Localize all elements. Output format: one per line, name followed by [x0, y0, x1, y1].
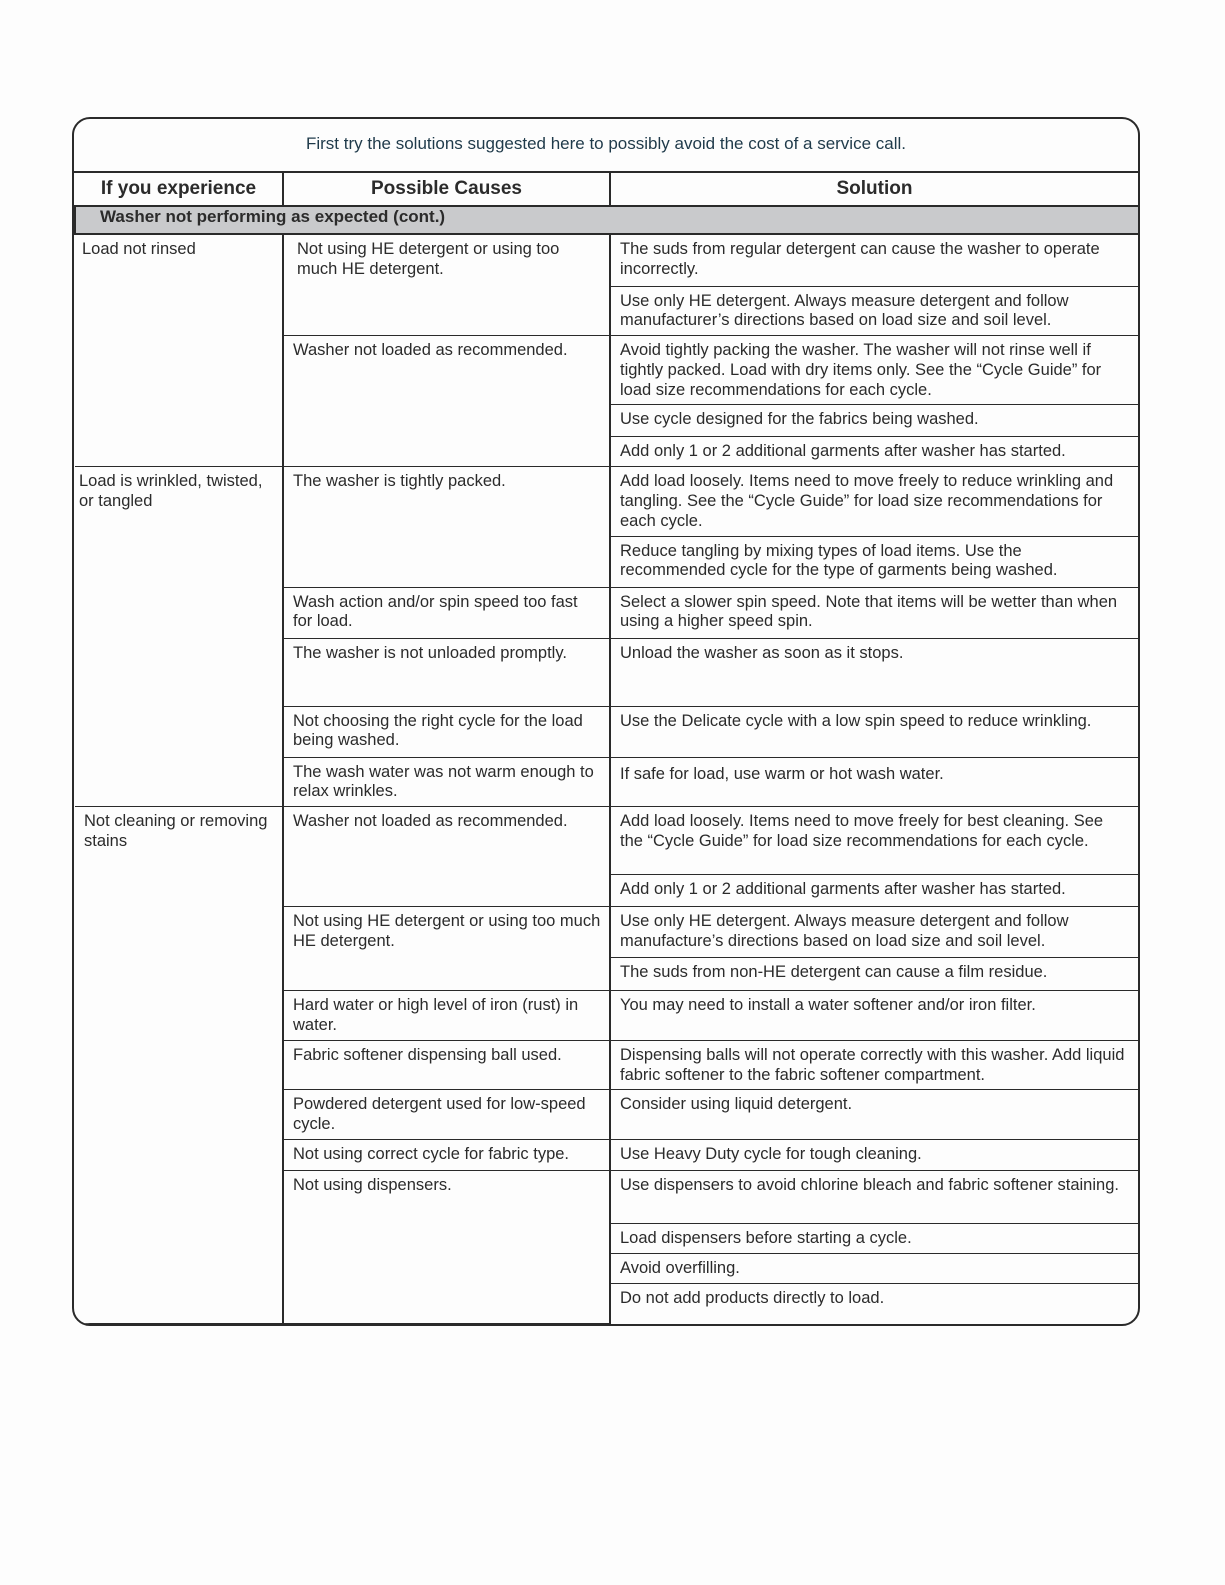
solution-cell: Use only HE detergent. Always measure detergent and follow manufacture’s directions based on load size and soil level.	[610, 907, 1138, 958]
cause-cell: Fabric softener dispensing ball used.	[283, 1040, 610, 1090]
cause-cell: Hard water or high level of iron (rust) in water.	[283, 991, 610, 1041]
table-header-row	[75, 173, 1138, 206]
cause-cell: The washer is not unloaded promptly.	[283, 638, 610, 706]
solution-cell: Use dispensers to avoid chlorine bleach and fabric softener staining.	[610, 1171, 1138, 1224]
cause-cell: Powdered detergent used for low-speed cycle.	[283, 1090, 610, 1140]
solution-cell: Avoid tightly packing the washer. The washer will not rinse well if tightly packed. Load with dry items only. See the “Cycle Guide” for load size recommendations for each cycle.	[610, 336, 1138, 405]
solution-cell: Use the Delicate cycle with a low spin speed to reduce wrinkling.	[610, 706, 1138, 757]
solution-cell: Unload the washer as soon as it stops.	[610, 638, 1138, 706]
table-row	[75, 234, 1138, 286]
table-row	[75, 467, 1138, 536]
experience-cell: Load not rinsed	[75, 234, 283, 467]
cause-cell: Not using HE detergent or using too much HE detergent.	[283, 234, 610, 336]
solution-cell: Load dispensers before starting a cycle.	[610, 1224, 1138, 1254]
solution-cell: The suds from regular detergent can cause the washer to operate incorrectly.	[610, 234, 1138, 286]
table-row	[75, 807, 1138, 875]
cause-cell: The wash water was not warm enough to relax wrinkles.	[283, 757, 610, 807]
solution-cell: Reduce tangling by mixing types of load items. Use the recommended cycle for the type of garments being washed.	[610, 536, 1138, 587]
solution-cell: Add load loosely. Items need to move freely for best cleaning. See the “Cycle Guide” for load size recommendations for each cycle.	[610, 807, 1138, 875]
experience-cell: Load is wrinkled, twisted, or tangled	[75, 467, 283, 807]
troubleshooting-table	[74, 173, 1138, 1324]
solution-cell: Add only 1 or 2 additional garments after washer has started.	[610, 437, 1138, 467]
solution-cell: Add only 1 or 2 additional garments after washer has started.	[610, 875, 1138, 907]
solution-cell: Consider using liquid detergent.	[610, 1090, 1138, 1140]
cause-cell: Wash action and/or spin speed too fast for load.	[283, 587, 610, 638]
cause-cell: Washer not loaded as recommended.	[283, 807, 610, 907]
section-row	[75, 206, 1138, 234]
cause-cell: Washer not loaded as recommended.	[283, 336, 610, 467]
solution-cell: Do not add products directly to load.	[610, 1284, 1138, 1324]
solution-cell: Use cycle designed for the fabrics being washed.	[610, 405, 1138, 437]
troubleshooting-table-frame	[72, 117, 1140, 1326]
solution-cell: Dispensing balls will not operate correctly with this washer. Add liquid fabric softener to the fabric softener compartment.	[610, 1040, 1138, 1090]
intro-text: First try the solutions suggested here to possibly avoid the cost of a service call.	[74, 119, 1138, 173]
header-solution: Solution	[610, 173, 1138, 206]
solution-cell: Use only HE detergent. Always measure detergent and follow manufacturer’s directions based on load size and soil level.	[610, 286, 1138, 336]
solution-cell: If safe for load, use warm or hot wash water.	[610, 757, 1138, 807]
header-experience: If you experience	[75, 173, 283, 206]
solution-cell: Add load loosely. Items need to move freely to reduce wrinkling and tangling. See the “Cycle Guide” for load size recommendations for each cycle.	[610, 467, 1138, 536]
solution-cell: The suds from non-HE detergent can cause a film residue.	[610, 958, 1138, 991]
header-causes: Possible Causes	[283, 173, 610, 206]
solution-cell: Avoid overfilling.	[610, 1254, 1138, 1284]
section-title: Washer not performing as expected (cont.)	[75, 206, 1138, 234]
cause-cell: The washer is tightly packed.	[283, 467, 610, 587]
cause-cell: Not using HE detergent or using too much HE detergent.	[283, 907, 610, 991]
experience-cell: Not cleaning or removing stains	[75, 807, 283, 1324]
cause-cell: Not using dispensers.	[283, 1171, 610, 1324]
cause-cell: Not using correct cycle for fabric type.	[283, 1140, 610, 1171]
solution-cell: Use Heavy Duty cycle for tough cleaning.	[610, 1140, 1138, 1171]
solution-cell: You may need to install a water softener and/or iron filter.	[610, 991, 1138, 1041]
cause-cell: Not choosing the right cycle for the load being washed.	[283, 706, 610, 757]
solution-cell: Select a slower spin speed. Note that items will be wetter than when using a higher speed spin.	[610, 587, 1138, 638]
